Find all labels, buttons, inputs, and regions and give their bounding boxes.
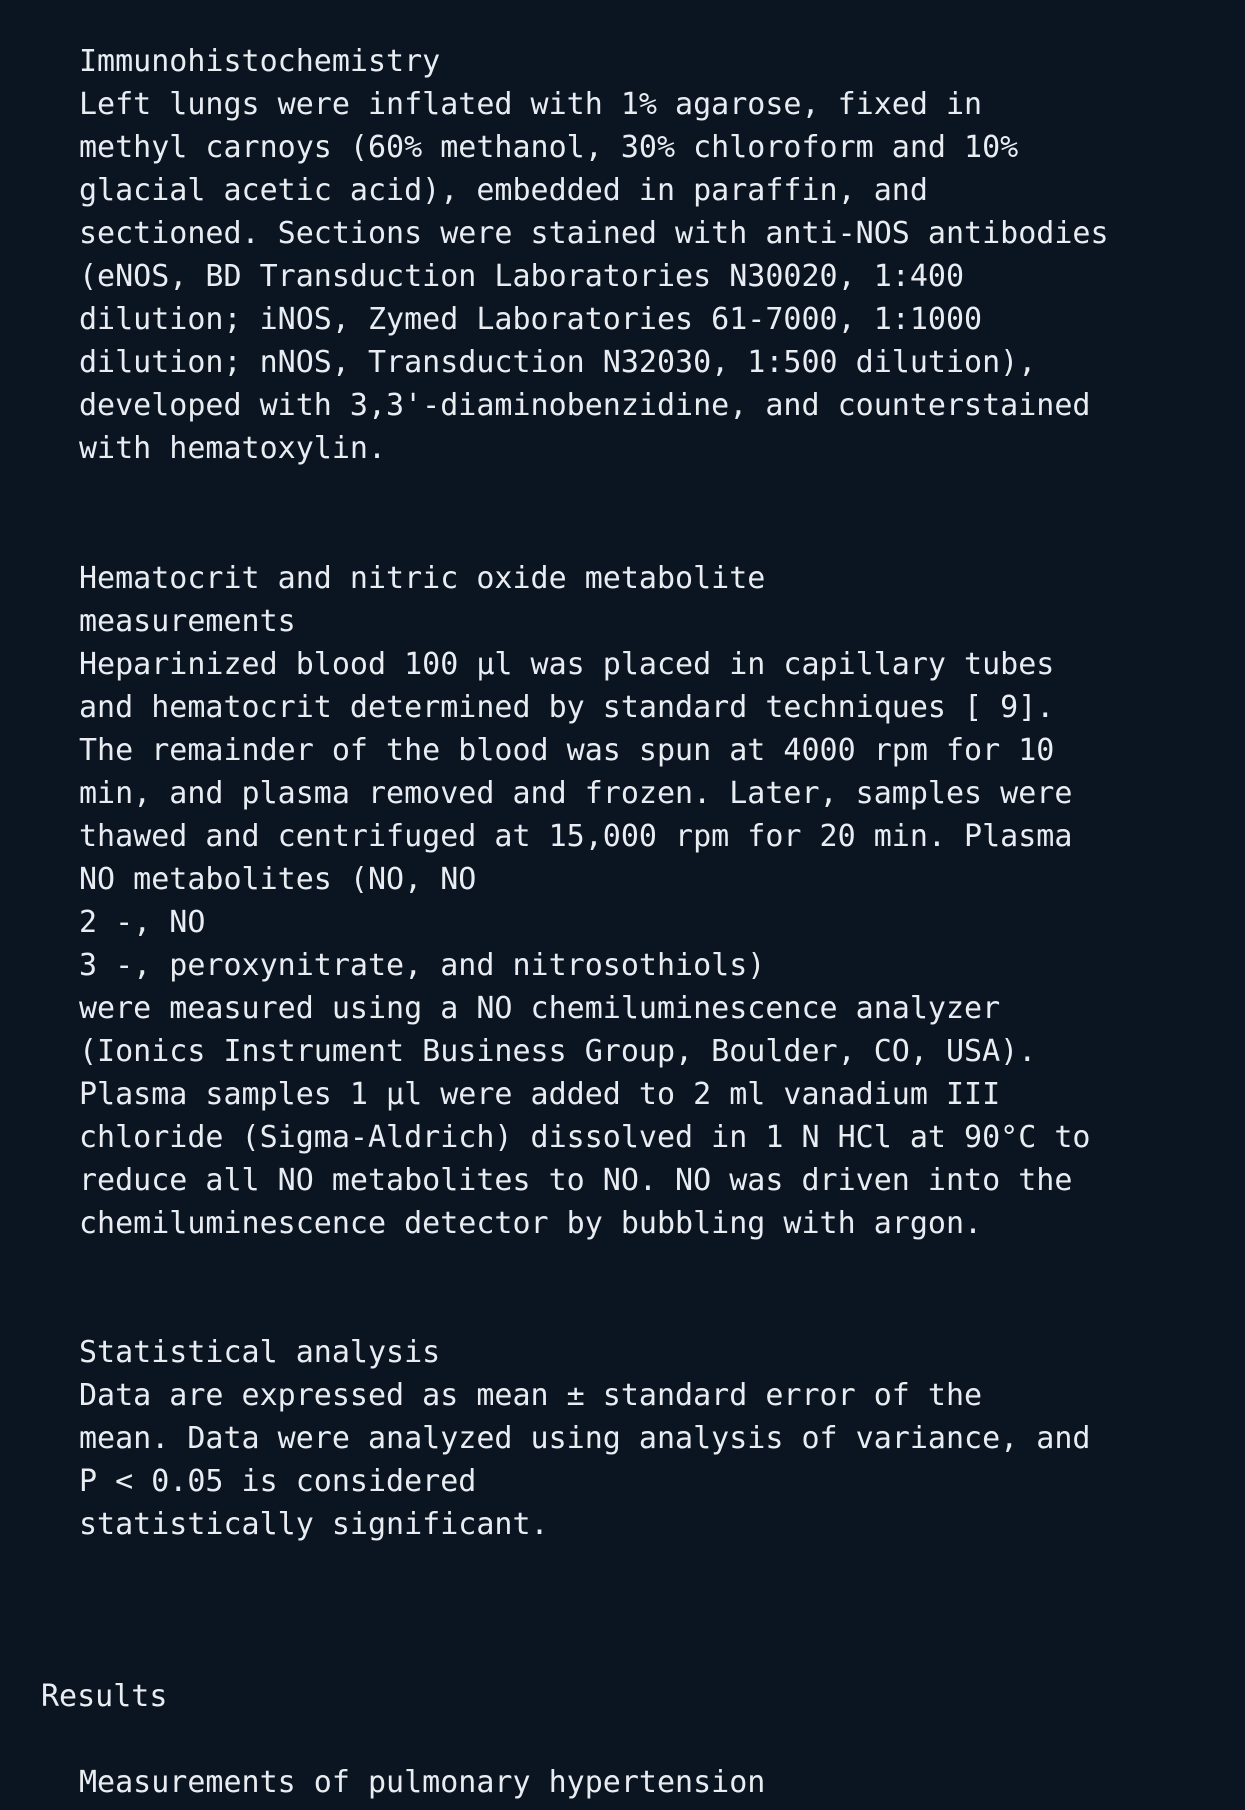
body-line: and hematocrit determined by standard techniques [ 9]. [79,690,1055,725]
body-line: sectioned. Sections were stained with anti-NOS antibodies [79,216,1109,251]
body-line: chemiluminescence detector by bubbling with argon. [79,1206,983,1241]
body-line: statistically significant. [79,1507,549,1542]
body-line: Plasma samples 1 µl were added to 2 ml vanadium III [79,1077,1001,1112]
section-heading: Statistical analysis [79,1335,441,1370]
subsection-heading: Measurements of pulmonary hypertension [79,1765,766,1800]
body-line: 3 -, peroxynitrate, and nitrosothiols) [79,948,766,983]
body-line: glacial acetic acid), embedded in paraffin, and [79,173,928,208]
body-line: developed with 3,3'-diaminobenzidine, and counterstained [79,388,1091,423]
section-heading: Immunohistochemistry [79,44,441,79]
body-line: methyl carnoys (60% methanol, 30% chloroform and 10% [79,130,1019,165]
body-line: 2 -, NO [79,905,206,940]
body-line: NO metabolites (NO, NO [79,862,477,897]
body-line: dilution; nNOS, Transduction N32030, 1:500 dilution), [79,345,1037,380]
body-line: thawed and centrifuged at 15,000 rpm for 20 min. Plasma [79,819,1073,854]
section-heading: Hematocrit and nitric oxide metabolite [79,561,766,596]
body-line: P < 0.05 is considered [79,1464,477,1499]
body-line: reduce all NO metabolites to NO. NO was driven into the [79,1163,1073,1198]
body-line: were measured using a NO chemiluminescence analyzer [79,991,1001,1026]
body-line: chloride (Sigma-Aldrich) dissolved in 1 N HCl at 90°C to [79,1120,1091,1155]
body-line: mean. Data were analyzed using analysis of variance, and [79,1421,1091,1456]
body-line: The remainder of the blood was spun at 4000 rpm for 10 [79,733,1055,768]
section-heading: measurements [79,604,296,639]
body-line: (eNOS, BD Transduction Laboratories N30020, 1:400 [79,259,965,294]
body-line: Left lungs were inflated with 1% agarose, fixed in [79,87,983,122]
body-line: with hematoxylin. [79,431,387,466]
body-line: Data are expressed as mean ± standard error of the [79,1378,983,1413]
body-line: (Ionics Instrument Business Group, Boulder, CO, USA). [79,1034,1037,1069]
body-line: min, and plasma removed and frozen. Later, samples were [79,776,1073,811]
body-line: Heparinized blood 100 µl was placed in capillary tubes [79,647,1055,682]
results-heading: Results [41,1679,168,1714]
body-line: dilution; iNOS, Zymed Laboratories 61-7000, 1:1000 [79,302,983,337]
